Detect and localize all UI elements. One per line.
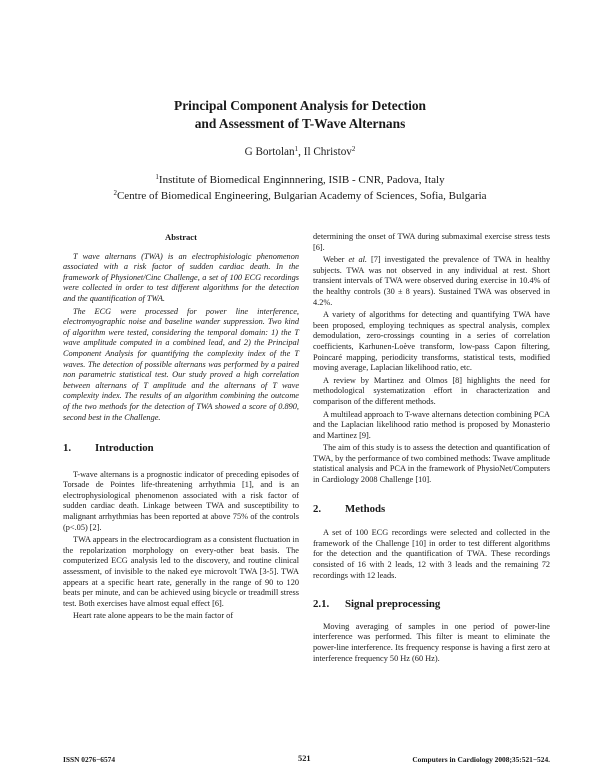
affiliation-1	[0, 172, 600, 188]
abstract-paragraph: T wave alternans (TWA) is an electrophisiologic phenomenon associated with a risk factor of sudden cardiac death. In the framework of Physionet/Cinc Challenge, a set of 100 ECG recordings were collected in order to test different algorithms for the detection and the quantification of TWA.	[63, 251, 299, 303]
section-number: 2.1.	[313, 598, 330, 611]
body-paragraph: TWA appears in the electrocardiogram as a consistent fluctuation in the repolarization morphology on every-other beat basis. The computerized ECG analysis led to the discovery, and routine clinical assessment, of invisible to the naked eye microvolt TWA [3-5]. TWA appears at a specific heart rate, generally in the range of 90 to 120 beats per minute, and can be achieved using bicycle or treadmill stress test. Both exercises have almost equal effect [6].	[63, 535, 299, 608]
author-2-affiliation-mark: 2	[351, 145, 356, 153]
body-paragraph: The aim of this study is to assess the detection and quantification of TWA, by the performance of two combined methods: Twave amplitude statistical analysis and PCA in the framework of PhysioNet/Computers in Cardiology 2008 Challenge [10].	[313, 443, 550, 485]
title-line-2: and Assessment of T-Wave Alternans	[194, 116, 406, 131]
page-number: 521	[298, 754, 311, 763]
section-heading-methods	[313, 504, 550, 515]
left-column	[63, 232, 299, 624]
author-2: Il Christov	[303, 146, 352, 158]
footer-journal: Computers in Cardiology 2008;35:521−524.	[412, 755, 550, 764]
section-title: Signal preprocessing	[345, 598, 441, 611]
paper-title	[0, 97, 600, 133]
right-column	[313, 232, 550, 666]
author-1-affiliation-mark: 1	[294, 145, 299, 153]
author-1: G Bortolan	[244, 146, 295, 158]
body-paragraph: A set of 100 ECG recordings were selected and collected in the framework of the Challenge [10] in order to test different algorithms for the detection and the quantification of TWA. These recordings consisted of 16 with 2 leads, 12 with 3 leads and the remaining 72 recordings with 12 leads.	[313, 528, 550, 580]
affiliation-2	[0, 188, 600, 204]
text-run-italic: et al.	[348, 255, 367, 265]
body-paragraph: T-wave alternans is a prognostic indicator of preceding episodes of Torsade de Pointes life-threatening arrhythmia [1], and is an electrophysiological phenomenon associated with a risk factor of sudden cardiac death. Linkage between TWA and susceptibility to malignant arrhythmias has been reported at above 75% of the controls (p<.05) [2].	[63, 469, 299, 532]
body-paragraph: A variety of algorithms for detecting and quantifying TWA have been proposed, employing techniques as spectral analysis, complex demodulation, zero-crossings counting in a series of correlation coefficients, Karhunen-Loève transform, low-pass Capon filtering, Poincaré mapping, periodicity transforms, statistical tests, modified moving average, Laplacian likelihood ratio, etc.	[313, 310, 550, 373]
abstract	[63, 232, 299, 423]
section-number: 2.	[313, 502, 322, 515]
affiliation-2-mark: 2	[113, 189, 117, 197]
affiliation-1-text: Institute of Biomedical Enginnnering, ISIB - CNR, Padova, Italy	[158, 174, 445, 186]
body-paragraph	[313, 255, 550, 308]
body-paragraph: determining the onset of TWA during submaximal exercise stress tests [6].	[313, 232, 550, 252]
footer-issn: ISSN 0276−6574	[63, 755, 116, 764]
text-run: Weber	[323, 255, 349, 265]
section-title: Methods	[345, 502, 386, 515]
body-paragraph: A multilead approach to T-wave alternans detection combining PCA and the Laplacian likelihood ratio method is proposed by Monasterio and Martinez [9].	[313, 409, 550, 440]
body-paragraph: Moving averaging of samples in one period of power-line interference was performed. This filter is meant to eliminate the power-line interference. Its frequency response is having a first zero at interference frequency 50 Hz (60 Hz).	[313, 621, 550, 663]
affiliation-1-mark: 1	[155, 173, 159, 181]
section-title: Introduction	[95, 442, 154, 455]
text-run: [7] investigated the prevalence of TWA in healthy subjects. TWA was not observed in any individual at rest. Short transient intervals of TWA were observed during exercise in 10.4% of the healthy controls (30 ± 8 years). Sustained TWA was observed in 4.2%.	[313, 255, 550, 307]
author-list	[0, 146, 600, 158]
abstract-heading: Abstract	[165, 232, 197, 242]
title-line-1: Principal Component Analysis for Detection	[174, 98, 426, 113]
body-paragraph: A review by Martinez and Olmos [8] highlights the need for methodological systematization effort in characterization and comparison of the different methods.	[313, 375, 550, 406]
affiliations	[0, 172, 600, 204]
body-paragraph: Heart rate alone appears to be the main factor of	[73, 611, 234, 621]
section-heading-introduction	[63, 443, 299, 454]
author-separator: ,	[298, 146, 304, 158]
abstract-paragraph: The ECG were processed for power line interference, electromyographic noise and baseline wander suppression. Two kind of algorithm were tested, considering the temporal domain: 1) the T wave amplitude computed in a combined lead, and 2) the Principal Component Analysis for quantifying the complexity index of the T waves. The detection of possible alternans was performed by a paired non parametric statistical test. Our study proved a high correlation between alternans of T amplitude and the alternans of T wave complexity index. The results of an algorithm combining the outcome of the two methods for the detection of TWA showed a score of 0.890, second best in the Challenge.	[63, 306, 299, 422]
affiliation-2-text: Centre of Biomedical Engineering, Bulgarian Academy of Sciences, Sofia, Bulgaria	[116, 190, 487, 202]
section-number: 1.	[63, 442, 72, 455]
section-heading-signal-preprocessing	[313, 599, 550, 610]
